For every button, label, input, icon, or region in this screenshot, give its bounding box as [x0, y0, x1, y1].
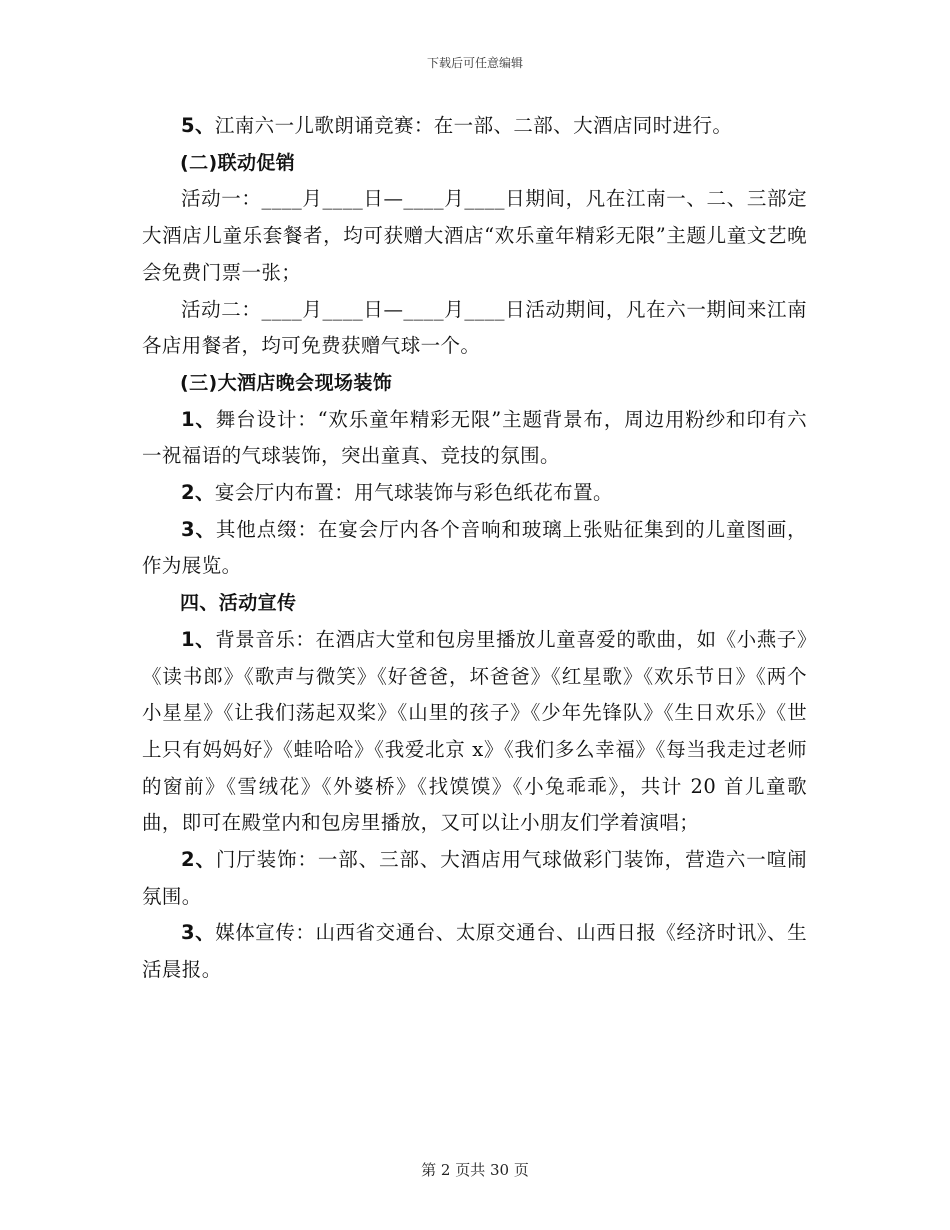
- page-header: 下载后可任意编辑: [426, 56, 523, 70]
- document-body: [142, 108, 807, 989]
- paragraph-text: 江南六一儿歌朗诵竞赛：在一部、二部、大酒店同时进行。: [214, 114, 733, 137]
- item-number: 1、: [181, 627, 216, 651]
- paragraph-text: 其他点缀：在宴会厅内各个音响和玻璃上张贴征集到的儿童图画，作为展览。: [142, 517, 807, 578]
- list-item-stage-design: [142, 402, 807, 475]
- paragraph-text: 宴会厅内布置：用气球装饰与彩色纸花布置。: [214, 481, 613, 505]
- item-number: 5、: [181, 114, 215, 137]
- list-item-lobby-decoration: [142, 842, 807, 915]
- item-number: 2、: [181, 481, 215, 505]
- list-item-banquet-hall: [142, 475, 807, 512]
- page-number: 第 2 页共 30 页: [421, 1161, 529, 1179]
- paragraph-activity-one: 活动一：____月____日—____月____日期间，凡在江南一、二、三部定大酒店儿童乐套餐者，均可获赠大酒店“欢乐童年精彩无限”主题儿童文艺晚会免费门票一张；: [142, 187, 807, 284]
- item-number: 3、: [181, 517, 216, 541]
- list-item-media-publicity: [142, 915, 807, 988]
- paragraph-text: 背景音乐：在酒店大堂和包房里播放儿童喜爱的歌曲，如《小燕子》《读书郎》《歌声与微笑》《好爸爸，坏爸爸》《红星歌》《欢乐节日》《两个小星星》《让我们荡起双桨》《山里的孩子》《少年先锋队》《生日欢乐》《世上只有妈妈好》《蛙哈哈》《我爱北京 x》《我们多么幸福》《每当我走过老师的窗前》《雪绒花》《外婆桥》《找馍馍》《小兔乖乖》，共计 20 首儿童歌曲，即可在殿堂内和包房里播放，又可以让小朋友们学着演唱；: [142, 627, 807, 835]
- list-item-song-recital: [142, 108, 807, 145]
- item-number: 3、: [181, 921, 216, 945]
- section-heading-publicity: 四、活动宣传: [180, 592, 297, 615]
- section-heading-venue-decoration: (三)大酒店晚会现场装饰: [180, 371, 393, 394]
- paragraph-text: 门厅装饰：一部、三部、大酒店用气球做彩门装饰，营造六一喧闹氛围。: [142, 848, 807, 908]
- item-number: 2、: [181, 848, 216, 872]
- list-item-other-decoration: [142, 512, 807, 585]
- paragraph-activity-two: 活动二：____月____日—____月____日活动期间，凡在六一期间来江南各店用餐者，均可免费获赠气球一个。: [142, 297, 807, 358]
- paragraph-text: 舞台设计：“欢乐童年精彩无限”主题背景布，周边用粉纱和印有六一祝福语的气球装饰，突出童真、竞技的氛围。: [142, 407, 807, 468]
- section-heading-joint-promotion: (二)联动促销: [180, 151, 296, 174]
- paragraph-text: 媒体宣传：山西省交通台、太原交通台、山西日报《经济时讯》、生活晨报。: [142, 921, 807, 982]
- list-item-background-music: [142, 622, 807, 842]
- item-number: 1、: [181, 407, 216, 431]
